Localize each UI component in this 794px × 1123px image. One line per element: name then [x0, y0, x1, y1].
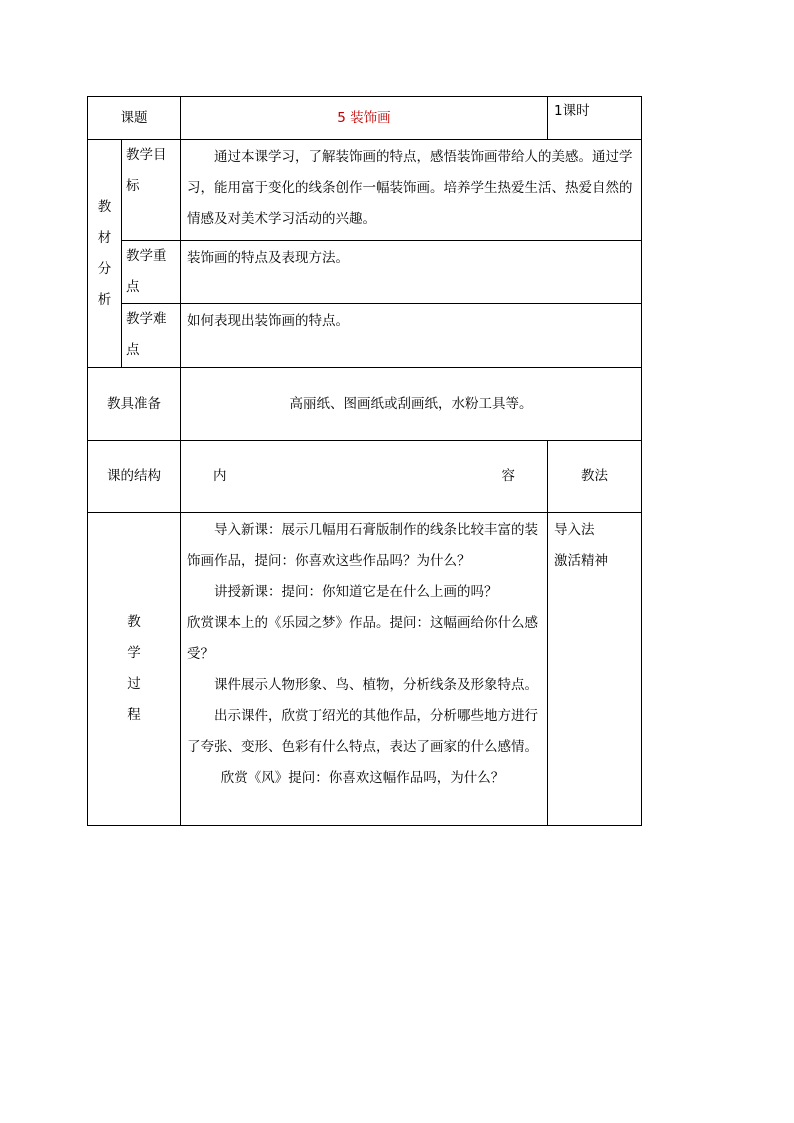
objectives-row — [88, 140, 642, 241]
structure-label: 课的结构 — [88, 441, 181, 513]
process-paragraph: 导入新课：展示几幅用石膏版制作的线条比较丰富的装饰画作品，提问：你喜欢这些作品吗？为什么？ — [187, 522, 538, 569]
objectives-text-cell — [181, 140, 642, 241]
objectives-label: 教学目标 — [122, 140, 181, 241]
process-paragraph: 欣赏课本上的《乐园之梦》作品。提问：这幅画给你什么感受？ — [187, 615, 538, 662]
process-row — [88, 513, 642, 826]
analysis-label-char: 教 — [97, 198, 112, 215]
objectives-text: 通过本课学习，了解装饰画的特点，感悟装饰画带给人的美感。通过学习，能用富于变化的线条创作一幅装饰画。培养学生热爱生活、热爱自然的情感及对美术学习活动的兴趣。 — [187, 149, 633, 227]
content-header-left: 内 — [213, 468, 227, 484]
key-points-text: 装饰画的特点及表现方法。 — [181, 241, 642, 304]
difficulties-text: 如何表现出装饰画的特点。 — [181, 304, 642, 368]
method-item: 激活精神 — [554, 553, 608, 569]
lesson-plan-table — [87, 96, 642, 826]
analysis-group-label — [88, 140, 122, 368]
process-group-label — [88, 513, 181, 826]
method-header: 教法 — [548, 441, 642, 513]
difficulties-row — [88, 304, 642, 368]
method-item: 导入法 — [554, 522, 595, 538]
analysis-label-char: 析 — [97, 291, 112, 308]
process-paragraph: 欣赏《风》提问：你喜欢这幅作品吗，为什么？ — [220, 770, 505, 786]
process-paragraph: 出示课件，欣赏丁绍光的其他作品，分析哪些地方进行了夸张、变形、色彩有什么特点，表达了画家的什么感情。 — [187, 708, 538, 755]
structure-header-row — [88, 441, 642, 513]
key-points-label: 教学重点 — [122, 241, 181, 304]
lesson-hours: 1课时 — [548, 97, 642, 140]
process-label-char: 过 — [127, 676, 141, 692]
materials-label: 教具准备 — [88, 368, 181, 441]
content-header-cell — [181, 441, 548, 513]
process-paragraph: 课件展示人物形象、鸟、植物，分析线条及形象特点。 — [214, 677, 538, 693]
materials-row — [88, 368, 642, 441]
difficulties-label: 教学难点 — [122, 304, 181, 368]
process-paragraph: 讲授新课：提问：你知道它是在什么上画的吗？ — [214, 584, 498, 600]
process-label-char: 教 — [127, 614, 141, 630]
lesson-title: 5 装饰画 — [181, 97, 548, 140]
materials-text: 高丽纸、图画纸或刮画纸，水粉工具等。 — [181, 368, 642, 441]
process-content-cell — [181, 513, 548, 826]
analysis-label-char: 材 — [97, 229, 112, 246]
header-row — [88, 97, 642, 140]
process-label-char: 程 — [127, 707, 141, 723]
key-points-row — [88, 241, 642, 304]
process-label-char: 学 — [127, 645, 141, 661]
topic-label: 课题 — [88, 97, 181, 140]
analysis-label-char: 分 — [97, 260, 112, 277]
content-header-right: 容 — [501, 468, 515, 484]
process-method-cell — [548, 513, 642, 826]
